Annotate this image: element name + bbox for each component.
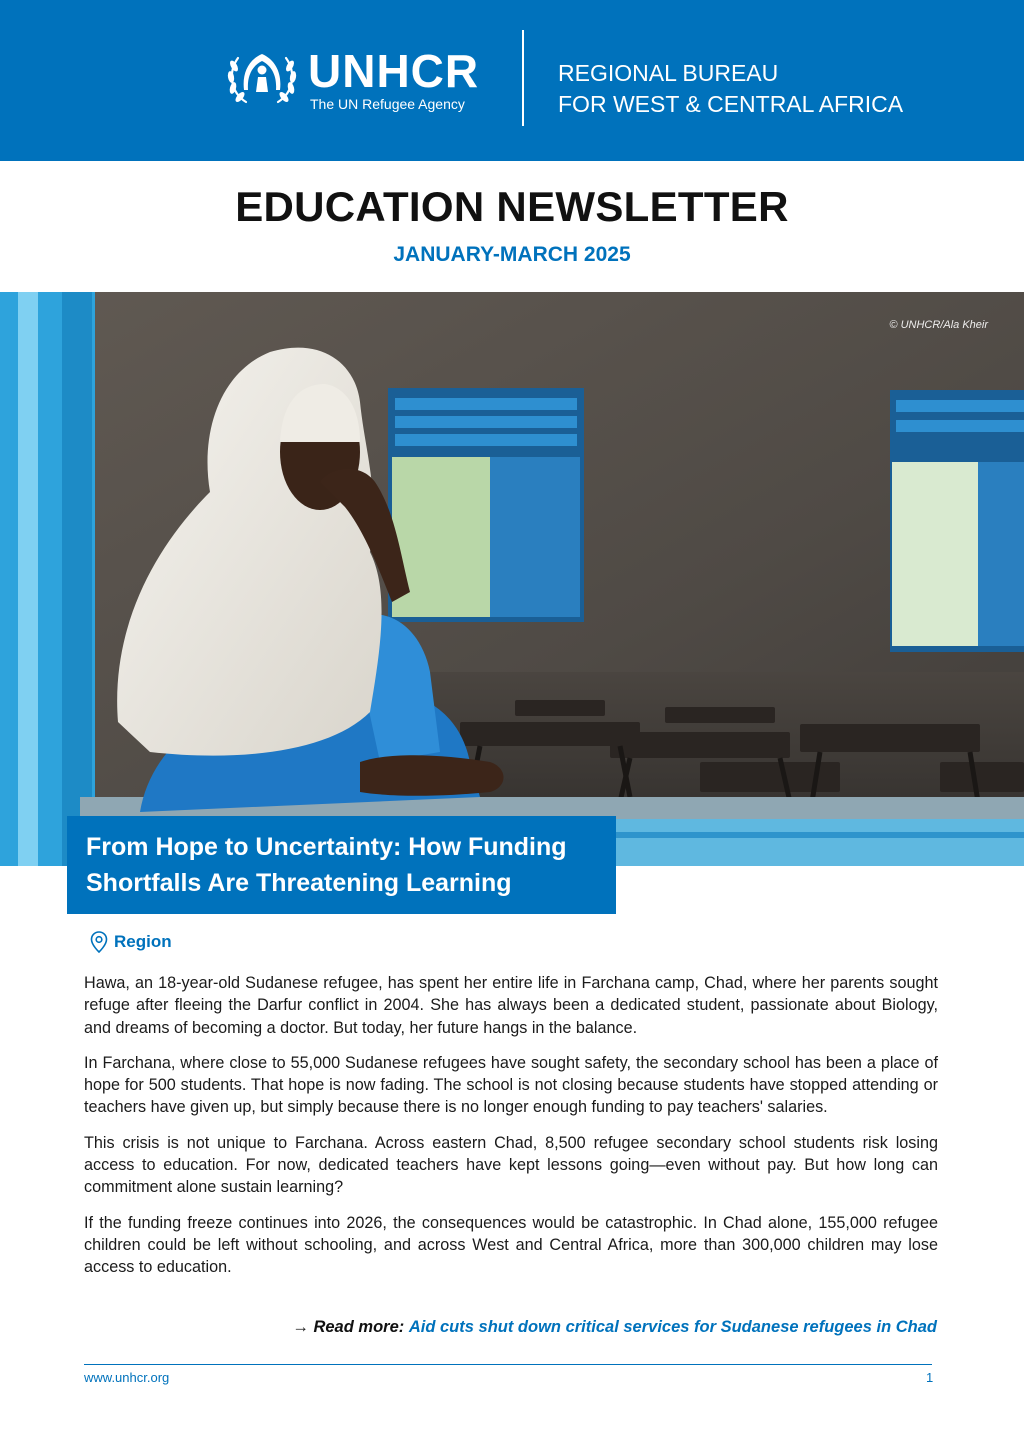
- read-more-label: Read more:: [313, 1318, 405, 1336]
- arrow-right-icon: →: [292, 1318, 309, 1336]
- newsletter-title: EDUCATION NEWSLETTER: [235, 183, 789, 230]
- header-band: [0, 0, 1024, 161]
- bureau-line-1: REGIONAL BUREAU: [558, 60, 779, 86]
- article-paragraph: This crisis is not unique to Farchana. Across eastern Chad, 8,500 refugee secondary school students risk losing access to education. For now, dedicated teachers have kept lessons going—even without pay. But how long can commitment alone sustain learning?: [84, 1133, 938, 1197]
- logo-wordmark: UNHCR: [308, 45, 480, 97]
- article-headline: [86, 829, 597, 901]
- unhcr-emblem-icon: [224, 44, 300, 110]
- location-pin-icon: [90, 931, 108, 953]
- region-tag: [90, 929, 172, 955]
- read-more-link[interactable]: Aid cuts shut down critical services for Sudanese refugees in Chad: [408, 1318, 937, 1336]
- article-paragraph: In Farchana, where close to 55,000 Sudanese refugees have sought safety, the secondary school has been a place of hope for 500 students. That hope is now fading. The school is not closing because students have stopped attending or teachers have given up, but simply because there is no longer enough funding to pay teachers' salaries.: [84, 1053, 938, 1117]
- footer-url-link[interactable]: www.unhcr.org: [84, 1370, 170, 1385]
- region-label: Region: [114, 932, 172, 951]
- unhcr-logo[interactable]: [224, 44, 499, 110]
- bureau-line-2: FOR WEST & CENTRAL AFRICA: [558, 91, 904, 117]
- header-divider: [522, 30, 524, 126]
- headline-box: [67, 816, 616, 914]
- photo-credit: © UNHCR/Ala Kheir: [889, 319, 988, 331]
- footer-divider: [84, 1364, 932, 1365]
- headline-line-1: From Hope to Uncertainty: How Funding: [86, 833, 567, 861]
- page-number: 1: [926, 1370, 934, 1385]
- logo-tagline: The UN Refugee Agency: [310, 96, 465, 112]
- article-paragraph: Hawa, an 18-year-old Sudanese refugee, has spent her entire life in Farchana camp, Chad, where her parents sought refuge after fleeing the Darfur conflict in 2004. She has always been a dedicated student, passionate about Biology, and dreams of becoming a doctor. But today, her future hangs in the balance.: [84, 974, 938, 1037]
- article-paragraph: If the funding freeze continues into 2026, the consequences would be catastrophic. In Chad alone, 155,000 refugee children could be left without schooling, and across West and Central Africa, more than 300,000 children may lose access to education.: [84, 1213, 938, 1277]
- headline-line-2: Shortfalls Are Threatening Learning: [86, 869, 512, 897]
- article-body: [84, 972, 938, 1292]
- read-more: [84, 1318, 937, 1337]
- classroom-illustration: [0, 292, 1024, 866]
- hero-photo: [0, 292, 1024, 866]
- bureau-name: [558, 58, 903, 120]
- newsletter-period: JANUARY-MARCH 2025: [393, 243, 631, 266]
